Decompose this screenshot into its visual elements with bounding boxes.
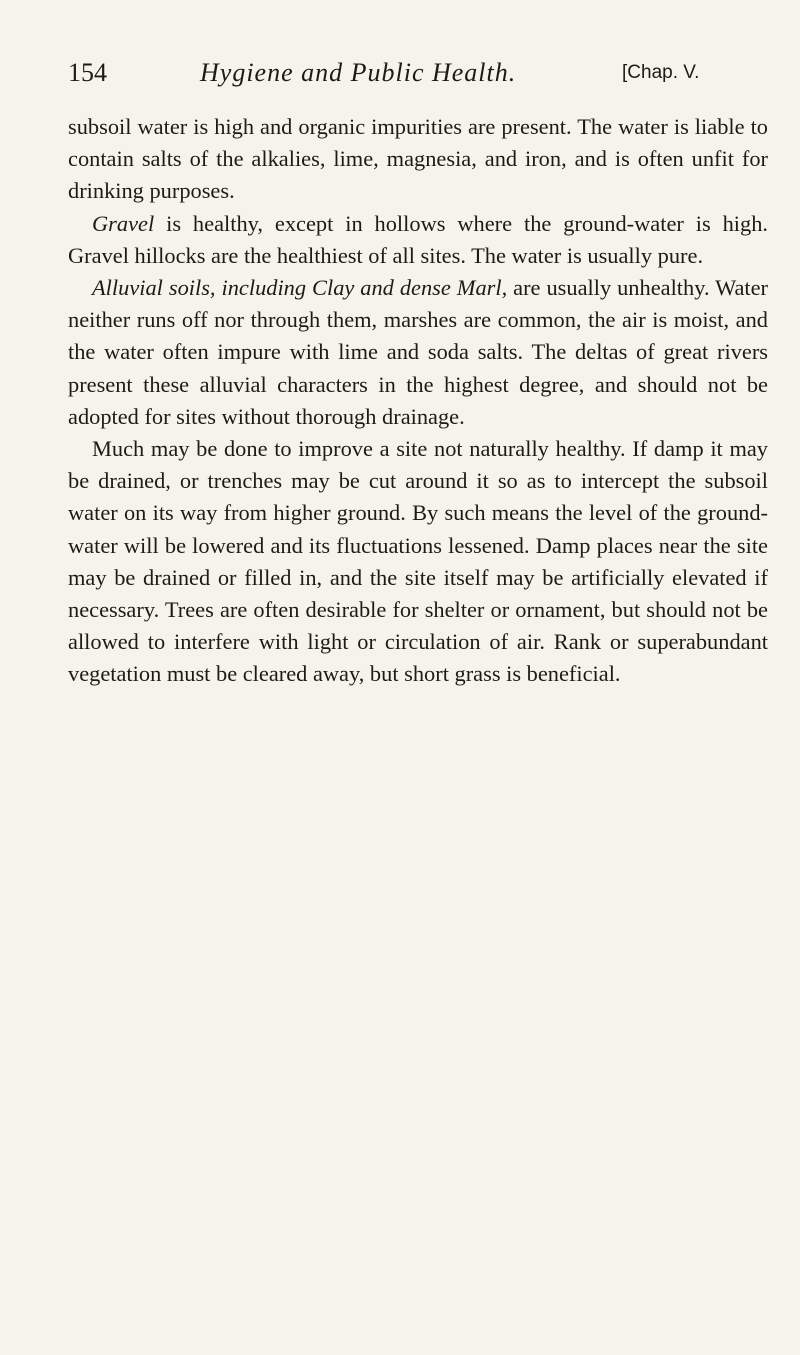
chapter-reference: [Chap. V. <box>622 62 700 83</box>
body-text <box>68 111 768 691</box>
paragraph-gravel <box>68 208 768 272</box>
paragraph-text: subsoil water is high and organic impurities are present. The water is liable to contain salts of the alkalies, lime, magnesia, and iron, and is often unfit for drinking purposes. <box>68 114 768 204</box>
paragraph-term: Gravel <box>92 210 155 236</box>
page-header <box>68 58 768 98</box>
paragraph-continuation <box>68 111 768 208</box>
paragraph-text: Much may be done to improve a site not naturally healthy. If damp it may be drained, or trenches may be cut around it so as to intercept the subsoil water on its way from higher ground. By such means the level of the ground-water will be lowered and its fluctuations lessened. Damp places near the site may be drained or filled in, and the site itself may be artificially elevated if necessary. Trees are often desirable for shelter or ornament, but should not be allowed to interfere with light or circulation of air. Rank or superabundant vegetation must be cleared away, but short grass is beneficial. <box>68 436 768 687</box>
paragraph-text: is healthy, except in hollows where the ground-water is high. Gravel hillocks are the healthiest of all sites. The water is usually pure. <box>68 210 768 268</box>
page-number: 154 <box>68 58 107 87</box>
paragraph-site-improvement <box>68 433 768 691</box>
paragraph-alluvial-soils <box>68 272 768 433</box>
paragraph-text: are usually unhealthy. Water neither runs off nor through them, marshes are common, the air is moist, and the water often impure with lime and soda salts. The deltas of great rivers present these alluvial characters in the highest degree, and should not be adopted for sites without thorough drainage. <box>68 275 769 429</box>
paragraph-term: Alluvial soils, including Clay and dense Marl, <box>92 275 508 301</box>
running-title: Hygiene and Public Health. <box>200 58 517 87</box>
